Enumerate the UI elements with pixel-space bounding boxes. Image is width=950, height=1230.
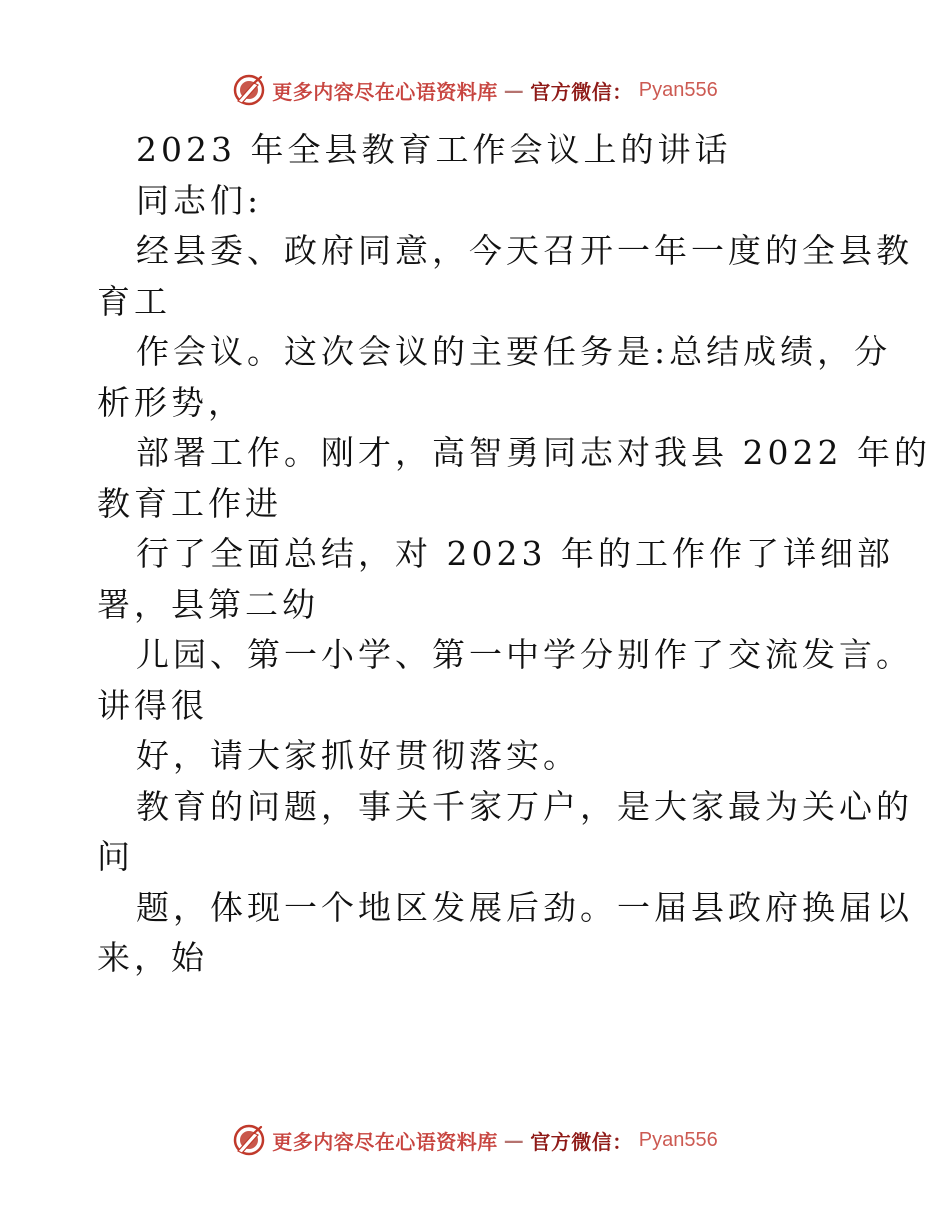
header-watermark [0,70,950,110]
watermark-dash: — [503,1128,525,1152]
footer-watermark [0,1120,950,1160]
watermark-site-text: 更多内容尽在心语资料库 [272,79,498,104]
body-line: 作会议。这次会议的主要任务是:总结成绩，分 [136,332,892,371]
body-line: 来，始 [97,938,208,977]
salutation: 同志们: [136,180,263,220]
body-line: 教育工作进 [97,483,282,523]
document-title: 2023 年全县教育工作会议上的讲话 [136,130,732,169]
body-line: 析形势， [97,382,245,422]
body-line: 题，体现一个地区发展后劲。一届县政府换届以 [136,887,913,927]
quill-logo-icon [232,73,266,107]
body-line: 行了全面总结，对 2023 年的工作作了详细部 [136,534,894,573]
watermark-dash: — [503,78,525,102]
watermark-site-text: 更多内容尽在心语资料库 [272,1129,498,1154]
watermark-wechat-id: Pyan556 [638,78,718,101]
watermark-wechat-id: Pyan556 [638,1128,718,1151]
body-line: 好，请大家抓好贯彻落实。 [136,736,580,775]
watermark-wechat-label: 官方微信： [530,1129,633,1154]
body-line: 教育的问题，事关千家万户，是大家最为关心的 [136,786,913,826]
body-line: 讲得很 [97,685,208,725]
body-line: 儿园、第一小学、第一中学分别作了交流发言。 [136,635,913,674]
body-line: 育工 [97,281,171,321]
body-line: 经县委、政府同意，今天召开一年一度的全县教 [136,231,913,270]
body-line: 部署工作。刚才，高智勇同志对我县 2022 年的 [136,433,931,472]
quill-logo-icon [232,1123,266,1157]
body-line: 署，县第二幼 [97,584,319,624]
watermark-wechat-label: 官方微信： [530,79,633,104]
document-body [97,125,931,984]
body-line: 问 [97,837,134,876]
